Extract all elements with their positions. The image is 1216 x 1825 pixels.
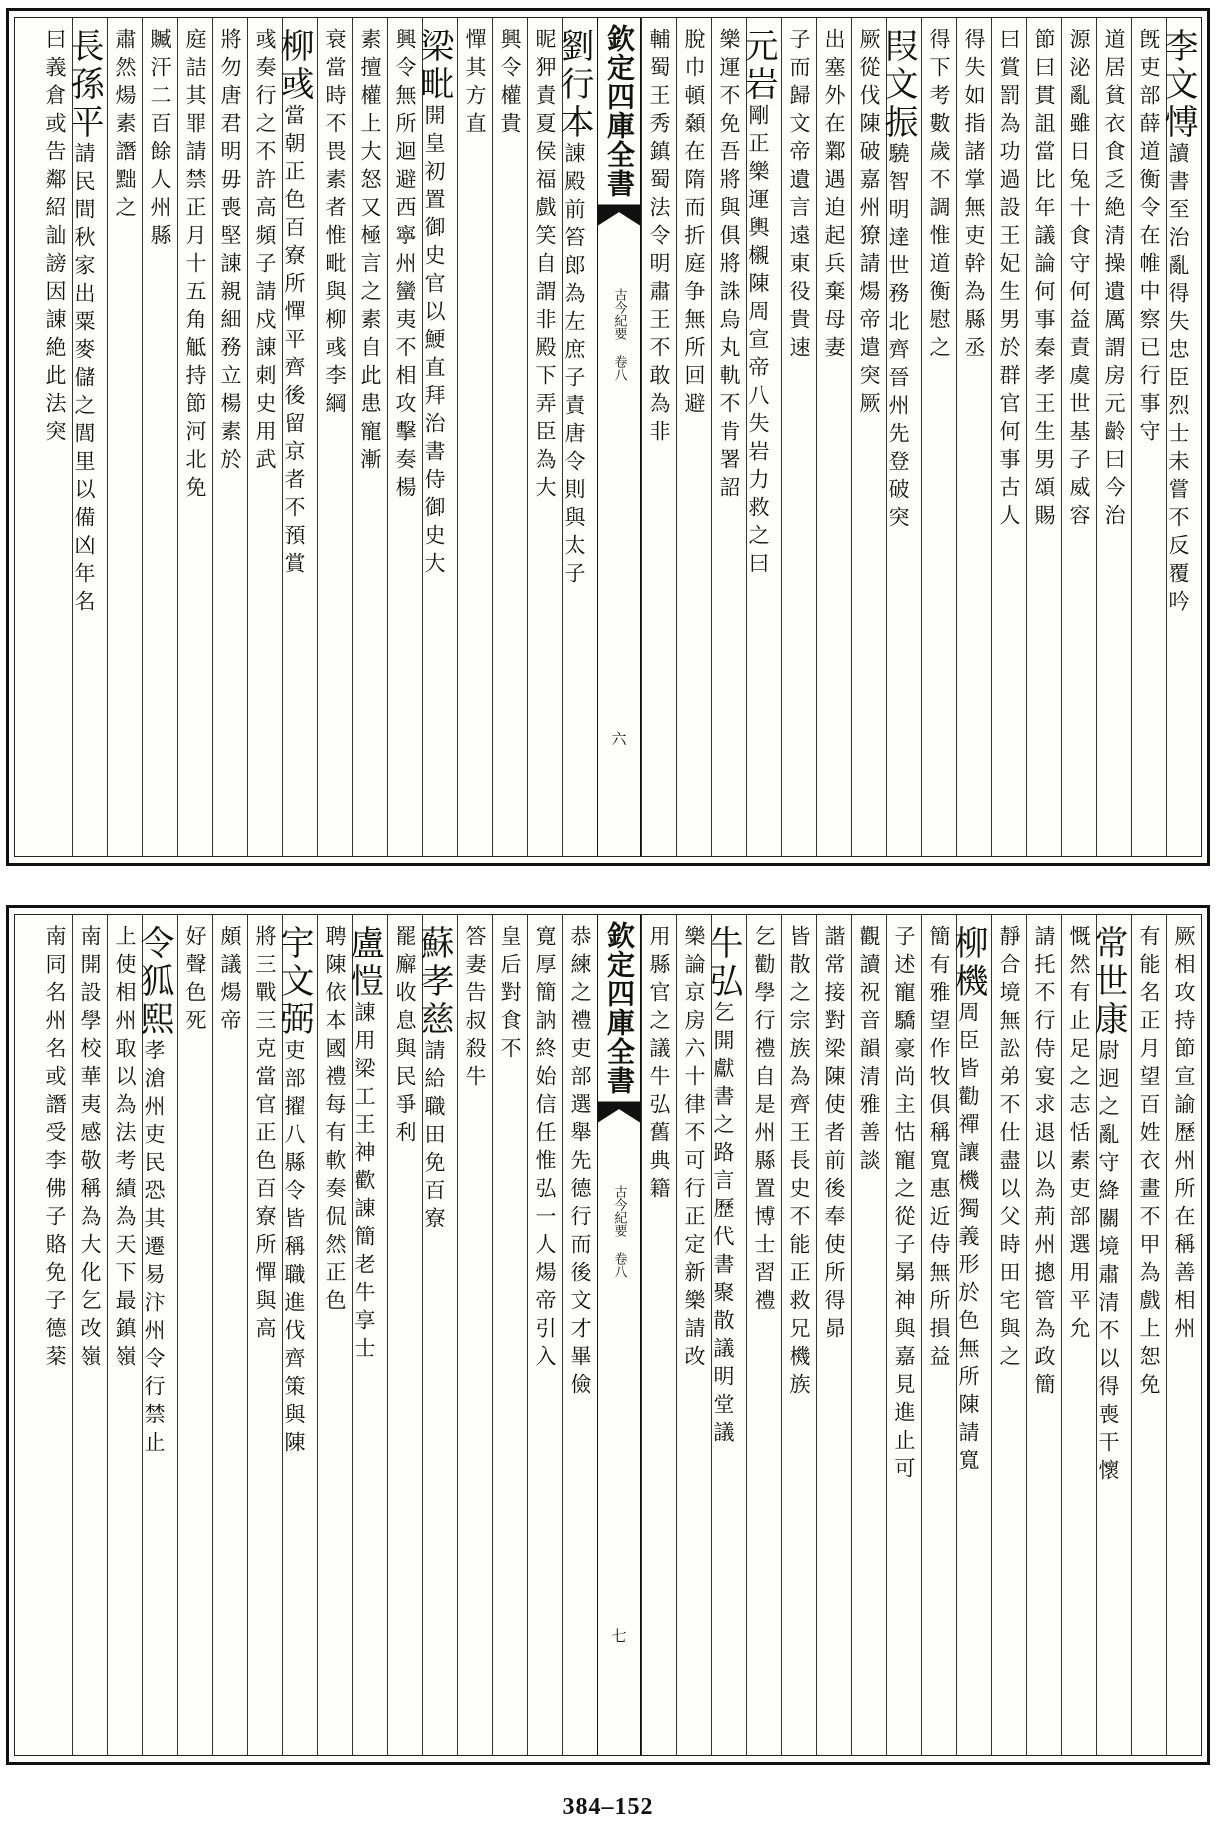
text-column [746,915,781,1755]
column-text: 贓汗二百餘人州縣 [148,28,172,252]
column-text: 樂論京房六十律不可行正定新樂請改 [682,925,706,1373]
bottom-page [6,905,1210,1765]
column-text: 將三戰三克當官正色百寮所憚與高 [253,925,277,1345]
text-column [107,915,142,1755]
column-text: 答妻告叔殺牛 [463,925,487,1093]
column-text: 興令無所迴避西寧州蠻夷不相攻擊奏楊 [393,28,417,504]
biography-name: 宇文弼 [274,925,314,1039]
biography-name: 元岩 [738,28,778,104]
top-page-frame [14,17,1202,857]
column-text: 厥相攻持節宣諭歷州所在稱善相州 [1172,925,1196,1345]
column-text: 得失如指諸掌無吏幹為縣丞 [962,28,986,364]
text-column [247,18,282,856]
column-text: 昵狎責夏侯福戲笑自謂非殿下弄臣為大 [533,28,557,504]
text-column [72,915,107,1755]
center-fold [597,915,641,1755]
text-column [948,915,991,1755]
text-column [274,18,317,856]
column-text: 輔蜀王秀鎮蜀法令明肅王不敢為非 [647,28,671,448]
text-column [921,18,956,856]
text-column [1166,915,1201,1755]
column-text: 當朝正色百寮所憚平齊後留京者不預賞 [282,104,306,580]
biography-name: 李文愽 [1158,28,1198,142]
biography-name: 蘇孝慈 [414,925,454,1039]
column-text: 好聲色死 [183,925,207,1037]
column-text: 開皇初置御史官以鯁直拜治書侍御史大 [422,104,446,580]
column-text: 簡有雅望作牧俱稱寬惠近侍無所損益 [927,925,951,1373]
text-column [414,915,457,1755]
column-text: 衰當時不畏素者惟毗與柳彧李綱 [323,28,347,420]
column-text: 節曰貫詛當比年議論何事秦孝王生男頌賜 [1032,28,1056,532]
text-column [387,18,422,856]
text-column [851,18,886,856]
text-column [457,18,492,856]
page-number: 六 [611,730,627,748]
text-column [527,915,562,1755]
text-column [1061,915,1096,1755]
text-column [527,18,562,856]
text-column [177,915,212,1755]
text-column [641,915,676,1755]
text-column [641,18,676,856]
text-column [247,915,282,1755]
text-column [676,915,711,1755]
column-text: 周臣皆勸禪讓機獨義形於色無所陳請寬 [956,1001,980,1477]
biography-name: 盧愷 [344,925,384,1001]
column-text: 曰義倉或告鄰紹訕謗因諌絶此法突 [43,28,67,448]
volume-label: 古今紀要 卷八 [611,288,627,381]
text-column [878,18,921,856]
text-column [64,18,107,856]
text-column [492,18,527,856]
page-number: 七 [611,1627,627,1645]
text-column [1158,18,1201,856]
text-column [142,18,177,856]
text-column [212,18,247,856]
biography-name: 長孫平 [64,28,104,142]
text-column [457,915,492,1755]
column-text: 尉迥之亂守絳關境肅清不以得喪干懷 [1096,1039,1120,1487]
text-column [886,915,921,1755]
text-column [816,915,851,1755]
column-text: 源泌亂雖日兔十食守何益責虞世基子威容 [1067,28,1091,532]
text-column [177,18,212,856]
text-column [1131,915,1166,1755]
text-column [134,915,177,1755]
text-column [956,18,991,856]
column-text: 子述寵驕豪尚主怙寵之從子晜神與嘉見進止可 [892,925,916,1485]
text-column [781,18,816,856]
bottom-columns [15,915,1201,1755]
text-column [851,915,886,1755]
column-text: 諌用梁工王神歡諌簡老牛享士 [352,1001,376,1365]
text-column [1061,18,1096,856]
biography-name: 常世康 [1088,925,1128,1039]
book-title: 欽定四庫全書 [603,921,636,1095]
text-column [344,915,387,1755]
text-column [1026,915,1061,1755]
column-text: 皇后對食不 [498,925,522,1065]
text-column [991,915,1026,1755]
column-text: 聘陳依本國禮每有軟奏侃然正色 [323,925,347,1317]
column-text: 恭練之禮吏部選舉先德行而後文才畢儉 [568,925,592,1401]
biography-name: 令狐熙 [134,925,174,1039]
column-text: 請給職田免百寮 [422,1039,446,1235]
text-column [317,915,352,1755]
text-column [781,915,816,1755]
text-column [1026,18,1061,856]
column-text: 諌殿前笞郎為左庶子責唐令則與太子 [562,142,586,590]
column-text: 靜合境無訟弟不仕盡以父時田宅與之 [997,925,1021,1373]
book-title: 欽定四庫全書 [603,24,636,198]
text-column [703,915,746,1755]
column-text: 旣吏部薛道衡令在帷中察已行事守 [1137,28,1161,448]
text-column [387,915,422,1755]
text-column [492,915,527,1755]
column-text: 庭詰其罪請禁正月十五角觝持節河北免 [183,28,207,504]
column-text: 讀書至治亂得失忠臣烈士未嘗不反覆吟 [1166,142,1190,618]
biography-name: 劉行本 [554,28,594,142]
column-text: 吏部擢八縣令皆稱職進伐齊策與陳 [282,1039,306,1459]
catalog-number: 384–152 [562,1794,654,1820]
text-column [676,18,711,856]
text-column [562,915,597,1755]
top-columns [15,18,1201,856]
column-text: 道居貧衣食乏絶清操遺厲謂房元齡曰今治 [1102,28,1126,532]
column-text: 乞勸學行禮自是州縣置博士習禮 [752,925,776,1317]
text-column [921,915,956,1755]
column-text: 寛厚簡訥終始信任惟弘一人煬帝引入 [533,925,557,1373]
biography-name: 柳機 [948,925,988,1001]
column-text: 厥從伐陳破嘉州獠請煬帝遣突厥 [857,28,881,420]
column-text: 皆散之宗族為齊王長史不能正救兄機族 [787,925,811,1401]
biography-name: 柳彧 [274,28,314,104]
column-text: 肅然煬素譖黜之 [113,28,137,224]
text-column [317,18,352,856]
column-text: 乞開獻書之路言歷代書聚散議明堂議 [711,1001,735,1449]
text-column [738,18,781,856]
column-text: 請民間秋家出粟麥儲之閭里以備凶年名 [72,142,96,618]
text-column [1096,18,1131,856]
text-column [1088,915,1131,1755]
column-text: 罷廨收息與民爭利 [393,925,417,1149]
column-text: 將勿唐君明毋喪堅諌親細務立楊素於 [218,28,242,476]
text-column [991,18,1026,856]
column-text: 樂運不免吾將與俱將誅烏丸軌不肯署詔 [717,28,741,504]
fish-tail-mark-icon [598,204,640,226]
biography-name: 梁毗 [414,28,454,104]
fish-tail-mark-icon [598,1101,640,1123]
biography-name: 叚文振 [878,28,918,142]
column-text: 用縣官之議牛弘舊典籍 [647,925,671,1205]
column-text: 興令權貴 [498,28,522,140]
column-text: 素擅權上大怒又極言之素自此患寵漸 [358,28,382,476]
column-text: 觀讀祝音韻清雅善談 [857,925,881,1177]
column-text: 南同名州名或譖受李佛子賂免子德棻 [43,925,67,1373]
column-text: 出塞外在鄴遇迫起兵棄母妻 [822,28,846,364]
column-text: 諧常接對梁陳使者前後奉使所得昴 [822,925,846,1345]
column-text: 孝滄州吏民恐其遷易汴州令行禁止 [142,1039,166,1459]
column-text: 有能名正月望百姓衣畫不甲為戲上恕免 [1137,925,1161,1401]
text-column [107,18,142,856]
center-fold [597,18,641,856]
column-text: 子而歸文帝遺言遠東役貴速 [787,28,811,364]
volume-label: 古今紀要 卷八 [611,1185,627,1278]
text-column [37,18,72,856]
text-column [816,18,851,856]
column-text: 上使相州取以為法考績為天下最鎮嶺 [113,925,137,1373]
top-page [6,8,1210,866]
column-text: 曰賞罰為功過設王妃生男於群官何事古人 [997,28,1021,532]
column-text: 慨然有止足之志恬素吏部選用平允 [1067,925,1091,1345]
column-text: 驍智明達世務北齊晉州先登破突 [886,142,910,534]
text-column [212,915,247,1755]
column-text: 脫巾頓顙在隋而折庭争無所回避 [682,28,706,420]
text-column [274,915,317,1755]
text-column [554,18,597,856]
text-column [1131,18,1166,856]
column-text: 請托不行侍宴求退以為荊州摠管為政簡 [1032,925,1056,1401]
bottom-page-frame [14,914,1202,1756]
column-text: 得下考數歲不調惟道衡慰之 [927,28,951,364]
column-text: 彧奏行之不許高頻子請戍諌刺史用武 [253,28,277,476]
text-column [37,915,72,1755]
column-text: 剛正樂運輿櫬陳周宣帝八失岩力救之曰 [746,104,770,580]
column-text: 頗議煬帝 [218,925,242,1037]
column-text: 南開設學校華夷感敬稱為大化乞改嶺 [78,925,102,1373]
biography-name: 牛弘 [703,925,743,1001]
text-column [352,18,387,856]
text-column [711,18,746,856]
column-text: 憚其方直 [463,28,487,140]
text-column [414,18,457,856]
